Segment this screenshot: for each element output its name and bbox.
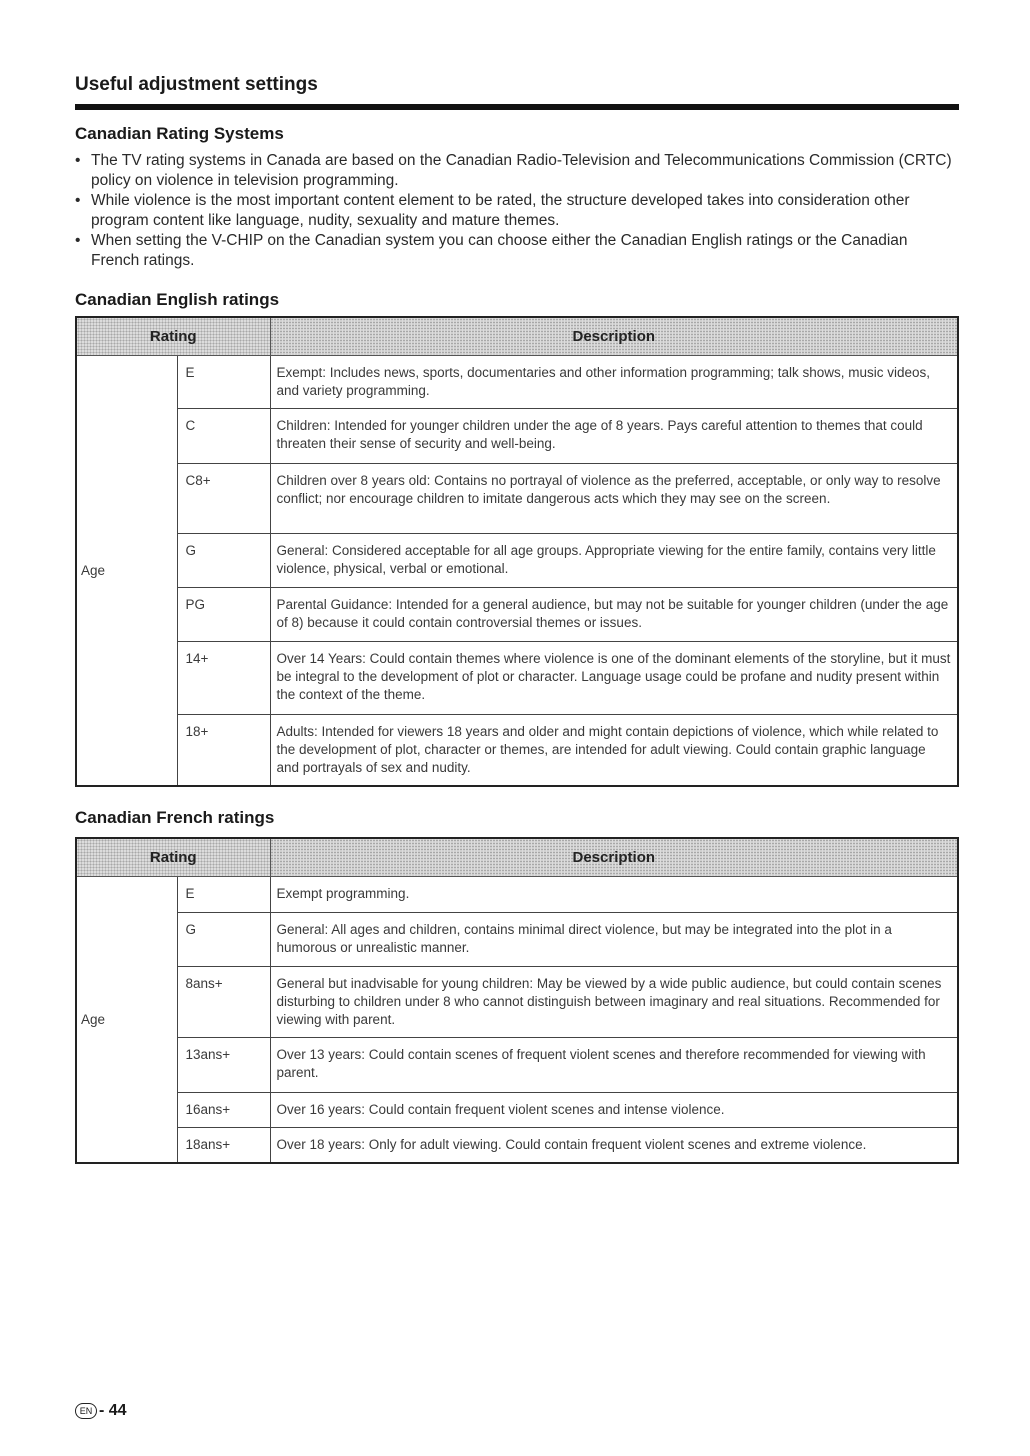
rating-description: Exempt: Includes news, sports, documentaries and other information programming; talk shows, music videos, and variety programming. [270,356,958,409]
table-row [76,534,958,588]
french-ratings-table [75,837,959,1164]
table-row [76,1038,958,1093]
rating-description: Over 14 Years: Could contain themes where violence is one of the dominant elements of the storyline, but it must be integral to the development of plot or character. Language usage could be profane and nudity present within the context of the theme. [270,642,958,715]
rating-description: Over 16 years: Could contain frequent violent scenes and intense violence. [270,1093,958,1128]
french-ratings-heading: Canadian French ratings [75,808,275,827]
bullet-item: • When setting the V-CHIP on the Canadian system you can choose either the Canadian English ratings or the Canadian French ratings. [75,231,955,271]
english-language-icon: EN [75,1403,97,1419]
page-section-title: Useful adjustment settings [75,74,318,95]
rating-code: 13ans+ [177,1038,270,1093]
rating-column-header: Rating [76,317,270,356]
page-number: - 44 [99,1402,127,1419]
table-row [76,588,958,642]
rating-code: PG [177,588,270,642]
table-row [76,877,958,913]
rating-description: Children: Intended for younger children under the age of 8 years. Pays careful attention to themes that could threaten their sense of security and well-being. [270,409,958,464]
rating-code: C [177,409,270,464]
rating-code: E [177,356,270,409]
bullet-item: • While violence is the most important content element to be rated, the structure developed takes into consideration other program content like language, nudity, sexuality and mature themes. [75,191,955,231]
age-group-label: Age [76,356,177,787]
rating-description: Over 18 years: Only for adult viewing. Could contain frequent violent scenes and extreme violence. [270,1128,958,1164]
age-group-label: Age [76,877,177,1164]
table-row [76,1128,958,1164]
rating-description: Parental Guidance: Intended for a general audience, but may not be suitable for younger children (under the age of 8) because it could contain controversial themes or issues. [270,588,958,642]
rating-description: Children over 8 years old: Contains no portrayal of violence as the preferred, acceptable, or only way to resolve conflict; nor encourage children to imitate dangerous acts which they may see on the screen. [270,464,958,534]
rating-code: 16ans+ [177,1093,270,1128]
bullet-item: • The TV rating systems in Canada are based on the Canadian Radio-Television and Telecommunications Commission (CRTC) policy on violence in television programming. [75,151,955,191]
rating-code: 8ans+ [177,967,270,1038]
description-column-header: Description [270,317,958,356]
table-row [76,464,958,534]
rating-code: E [177,877,270,913]
rating-description: General but inadvisable for young children: May be viewed by a wide public audience, but could contain scenes disturbing to children under 8 who cannot distinguish between imaginary and real situations. Recommended for viewing with parent. [270,967,958,1038]
table-row [76,913,958,967]
rating-column-header: Rating [76,838,270,877]
english-ratings-table [75,316,959,787]
rating-code: 14+ [177,642,270,715]
rating-code: 18+ [177,715,270,787]
rating-code: G [177,913,270,967]
table-row [76,715,958,787]
english-ratings-heading: Canadian English ratings [75,290,280,309]
rating-code: 18ans+ [177,1128,270,1164]
rating-description: Adults: Intended for viewers 18 years and older and might contain depictions of violence, which while related to the development of plot, character or themes, are intended for adult viewing. Could contain graphic language and portrayals of sex and nudity. [270,715,958,787]
rating-description: Over 13 years: Could contain scenes of frequent violent scenes and therefore recommended for viewing with parent. [270,1038,958,1093]
table-row [76,1093,958,1128]
table-row [76,642,958,715]
rating-systems-bullets [75,151,955,271]
table-row [76,967,958,1038]
rating-systems-heading: Canadian Rating Systems [75,124,284,143]
rating-description: Exempt programming. [270,877,958,913]
rating-code: G [177,534,270,588]
description-column-header: Description [270,838,958,877]
header-rule [75,104,959,110]
rating-description: General: Considered acceptable for all age groups. Appropriate viewing for the entire family, contains very little violence, physical, verbal or emotional. [270,534,958,588]
rating-code: C8+ [177,464,270,534]
table-row [76,356,958,409]
page-footer [75,1402,127,1420]
table-row [76,409,958,464]
rating-description: General: All ages and children, contains minimal direct violence, but may be integrated into the plot in a humorous or unrealistic manner. [270,913,958,967]
